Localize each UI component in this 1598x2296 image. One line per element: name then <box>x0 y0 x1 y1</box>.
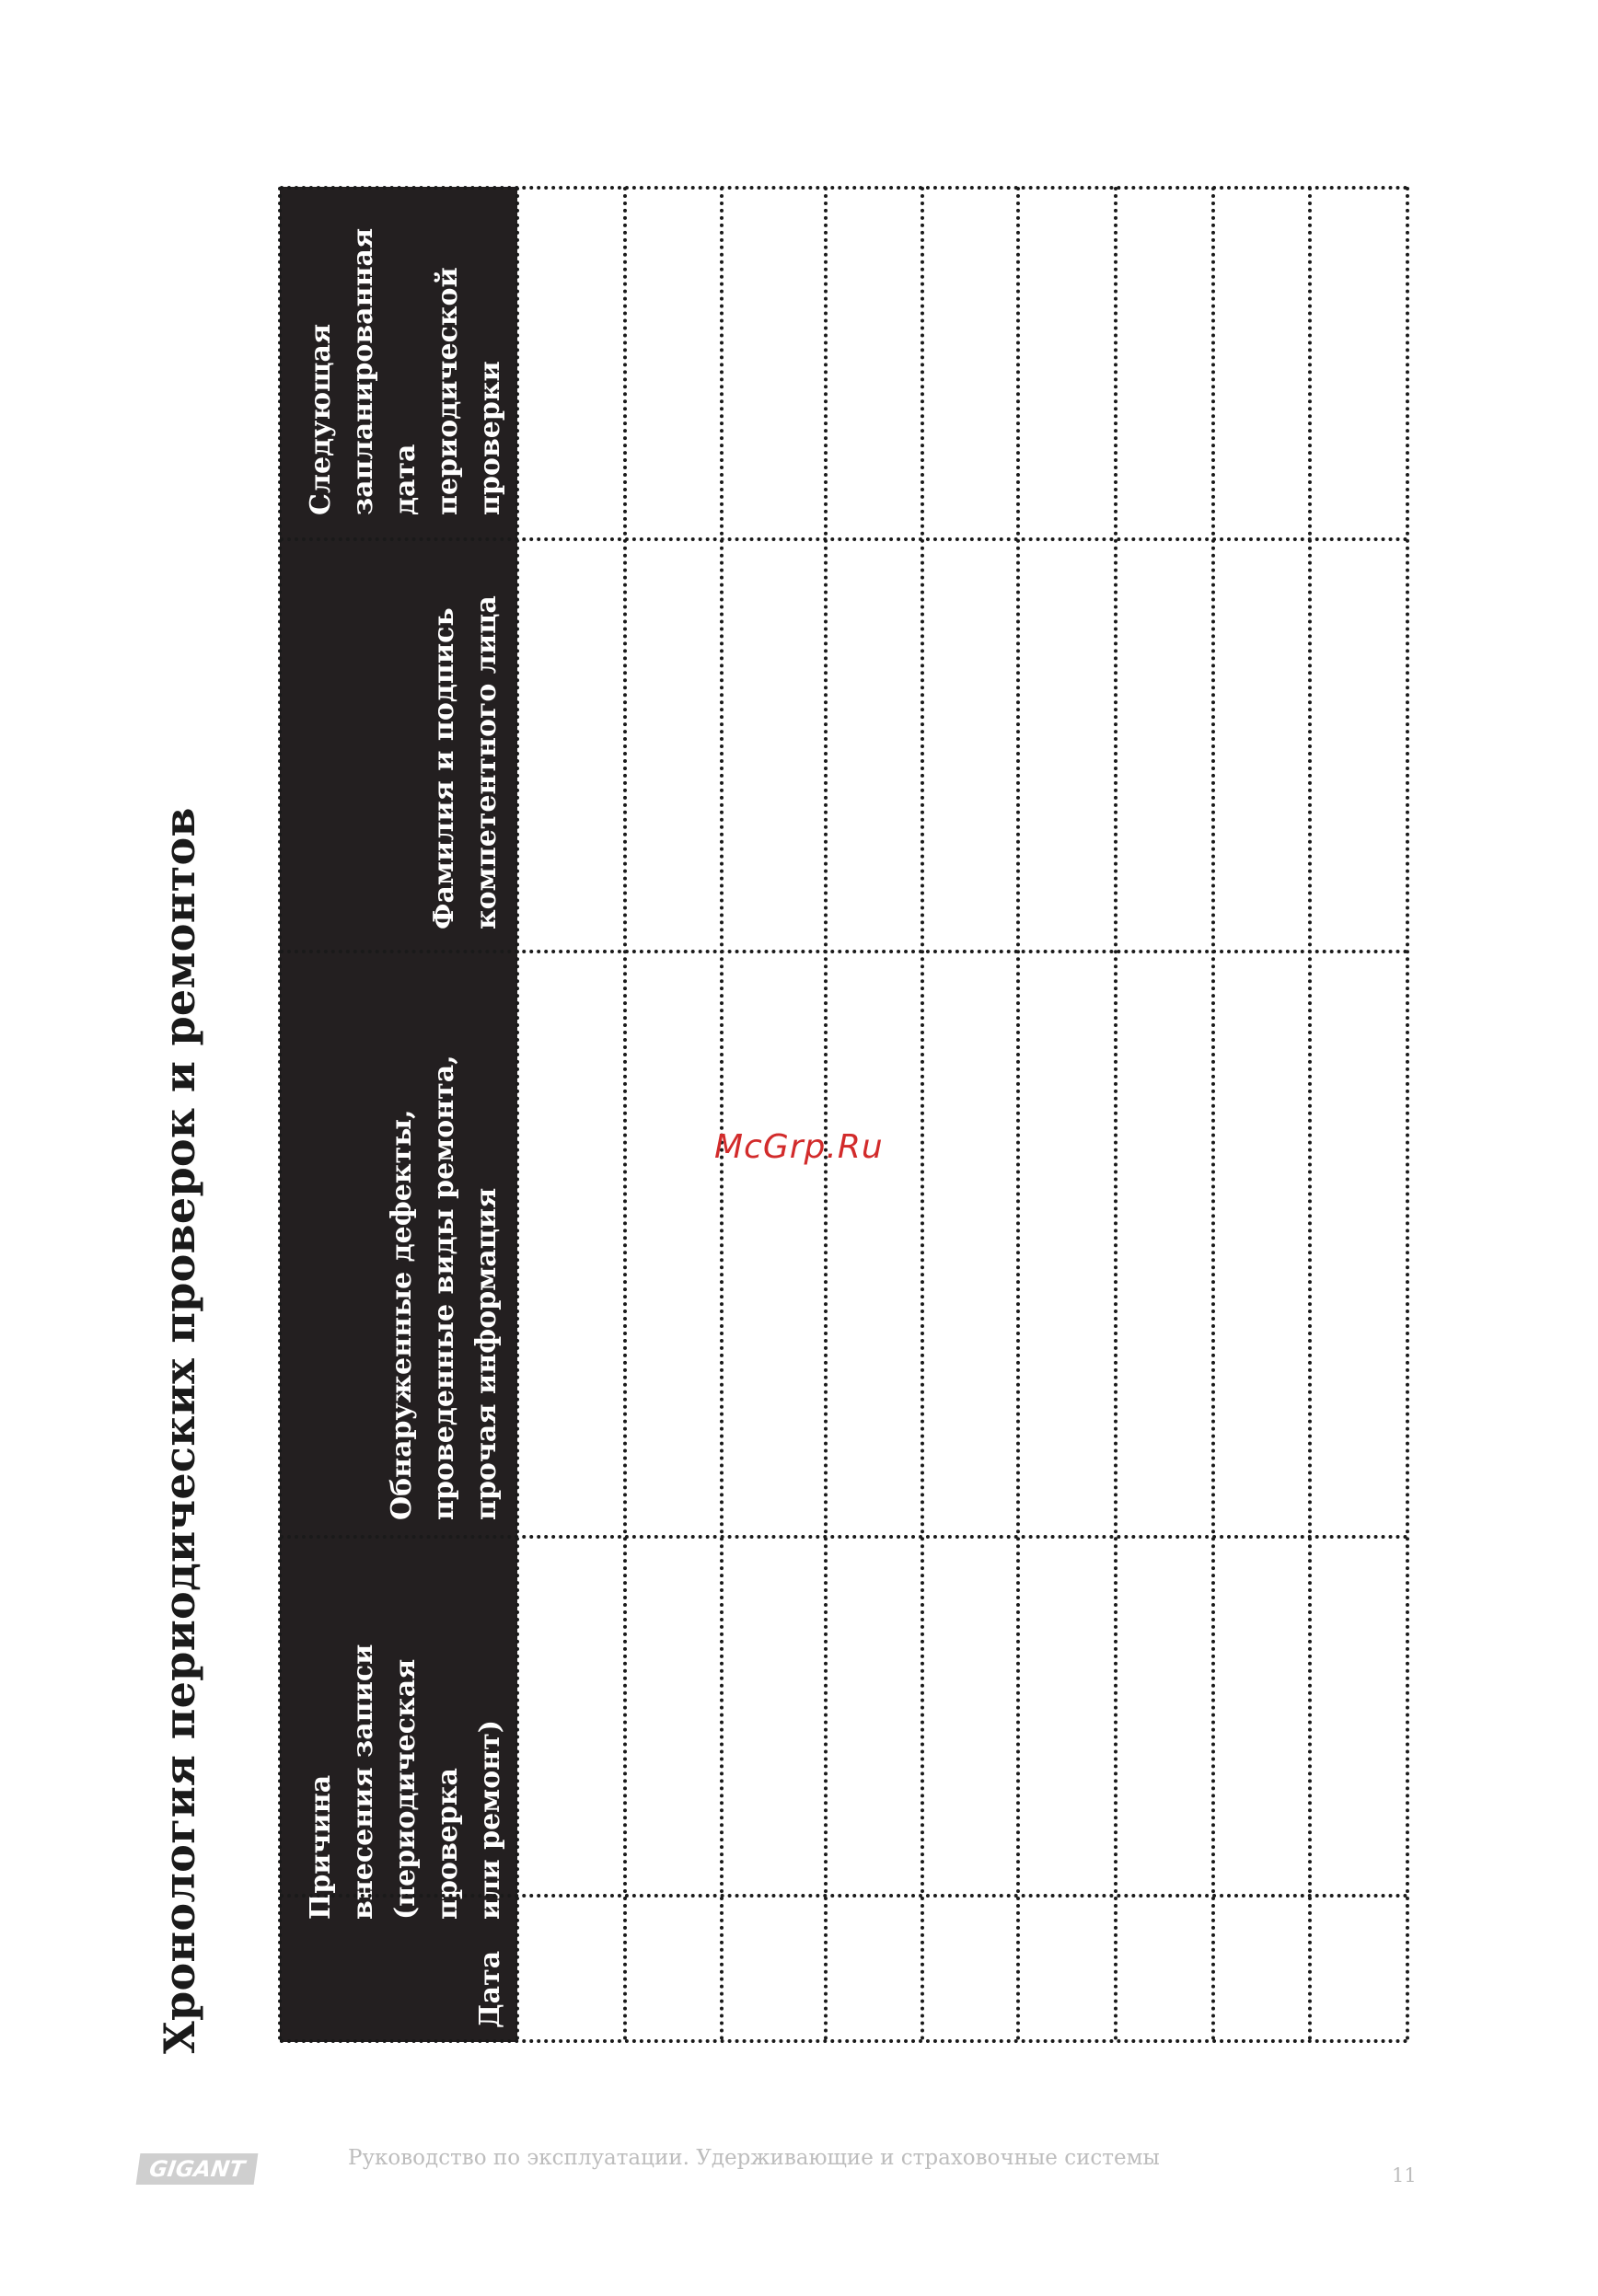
table-border-left <box>278 187 282 2042</box>
table-border-bottom <box>280 2039 1408 2043</box>
column-header-date <box>469 1951 512 2028</box>
header-line: дата <box>389 444 422 515</box>
column-divider <box>280 537 1408 541</box>
header-line: проверки <box>474 361 506 515</box>
watermark: McGrp.Ru <box>714 1128 884 1166</box>
column-divider <box>280 950 1408 953</box>
header-line: Причина <box>305 1774 337 1920</box>
header-line: проверка <box>432 1768 464 1920</box>
header-line: или ремонт) <box>474 1720 506 1920</box>
row-divider <box>515 187 519 2042</box>
row-divider <box>623 187 627 2042</box>
page-number: 11 <box>1392 2164 1417 2186</box>
header-line: Следующая <box>305 323 337 515</box>
row-divider <box>921 187 924 2042</box>
header-line: периодической <box>432 267 464 515</box>
column-header-next-date <box>300 228 512 515</box>
row-divider <box>720 187 724 2042</box>
table-border-right <box>1406 187 1409 2042</box>
column-header-reason <box>300 1644 512 1920</box>
column-header-signature <box>423 595 508 929</box>
column-divider <box>280 1535 1408 1539</box>
header-line: Дата <box>474 1950 506 2028</box>
header-line: Фамилия и подпись <box>428 607 460 929</box>
header-line: (периодическая <box>389 1658 422 1920</box>
header-line: Обнаруженные дефекты, <box>386 1109 418 1520</box>
row-divider <box>1016 187 1020 2042</box>
brand-logo: GIGANT <box>136 2153 259 2185</box>
row-divider <box>1308 187 1312 2042</box>
header-line: проведенные виды ремонта, <box>428 1055 460 1520</box>
row-divider <box>1114 187 1117 2042</box>
footer-text: Руководство по эксплуатации. Удерживающие и страховочные системы <box>348 2146 1160 2170</box>
row-divider <box>824 187 828 2042</box>
page-title: Хронология периодических проверок и ремонтов <box>155 807 204 2054</box>
row-divider <box>1211 187 1215 2042</box>
column-header-defects <box>381 1055 508 1520</box>
header-line: прочая информация <box>470 1187 503 1520</box>
table-border-top <box>280 186 1408 190</box>
header-line: запланированная <box>347 227 379 515</box>
header-line: компетентного лица <box>470 595 503 929</box>
header-line: внесения записи <box>347 1644 379 1920</box>
column-divider <box>280 1894 1408 1898</box>
